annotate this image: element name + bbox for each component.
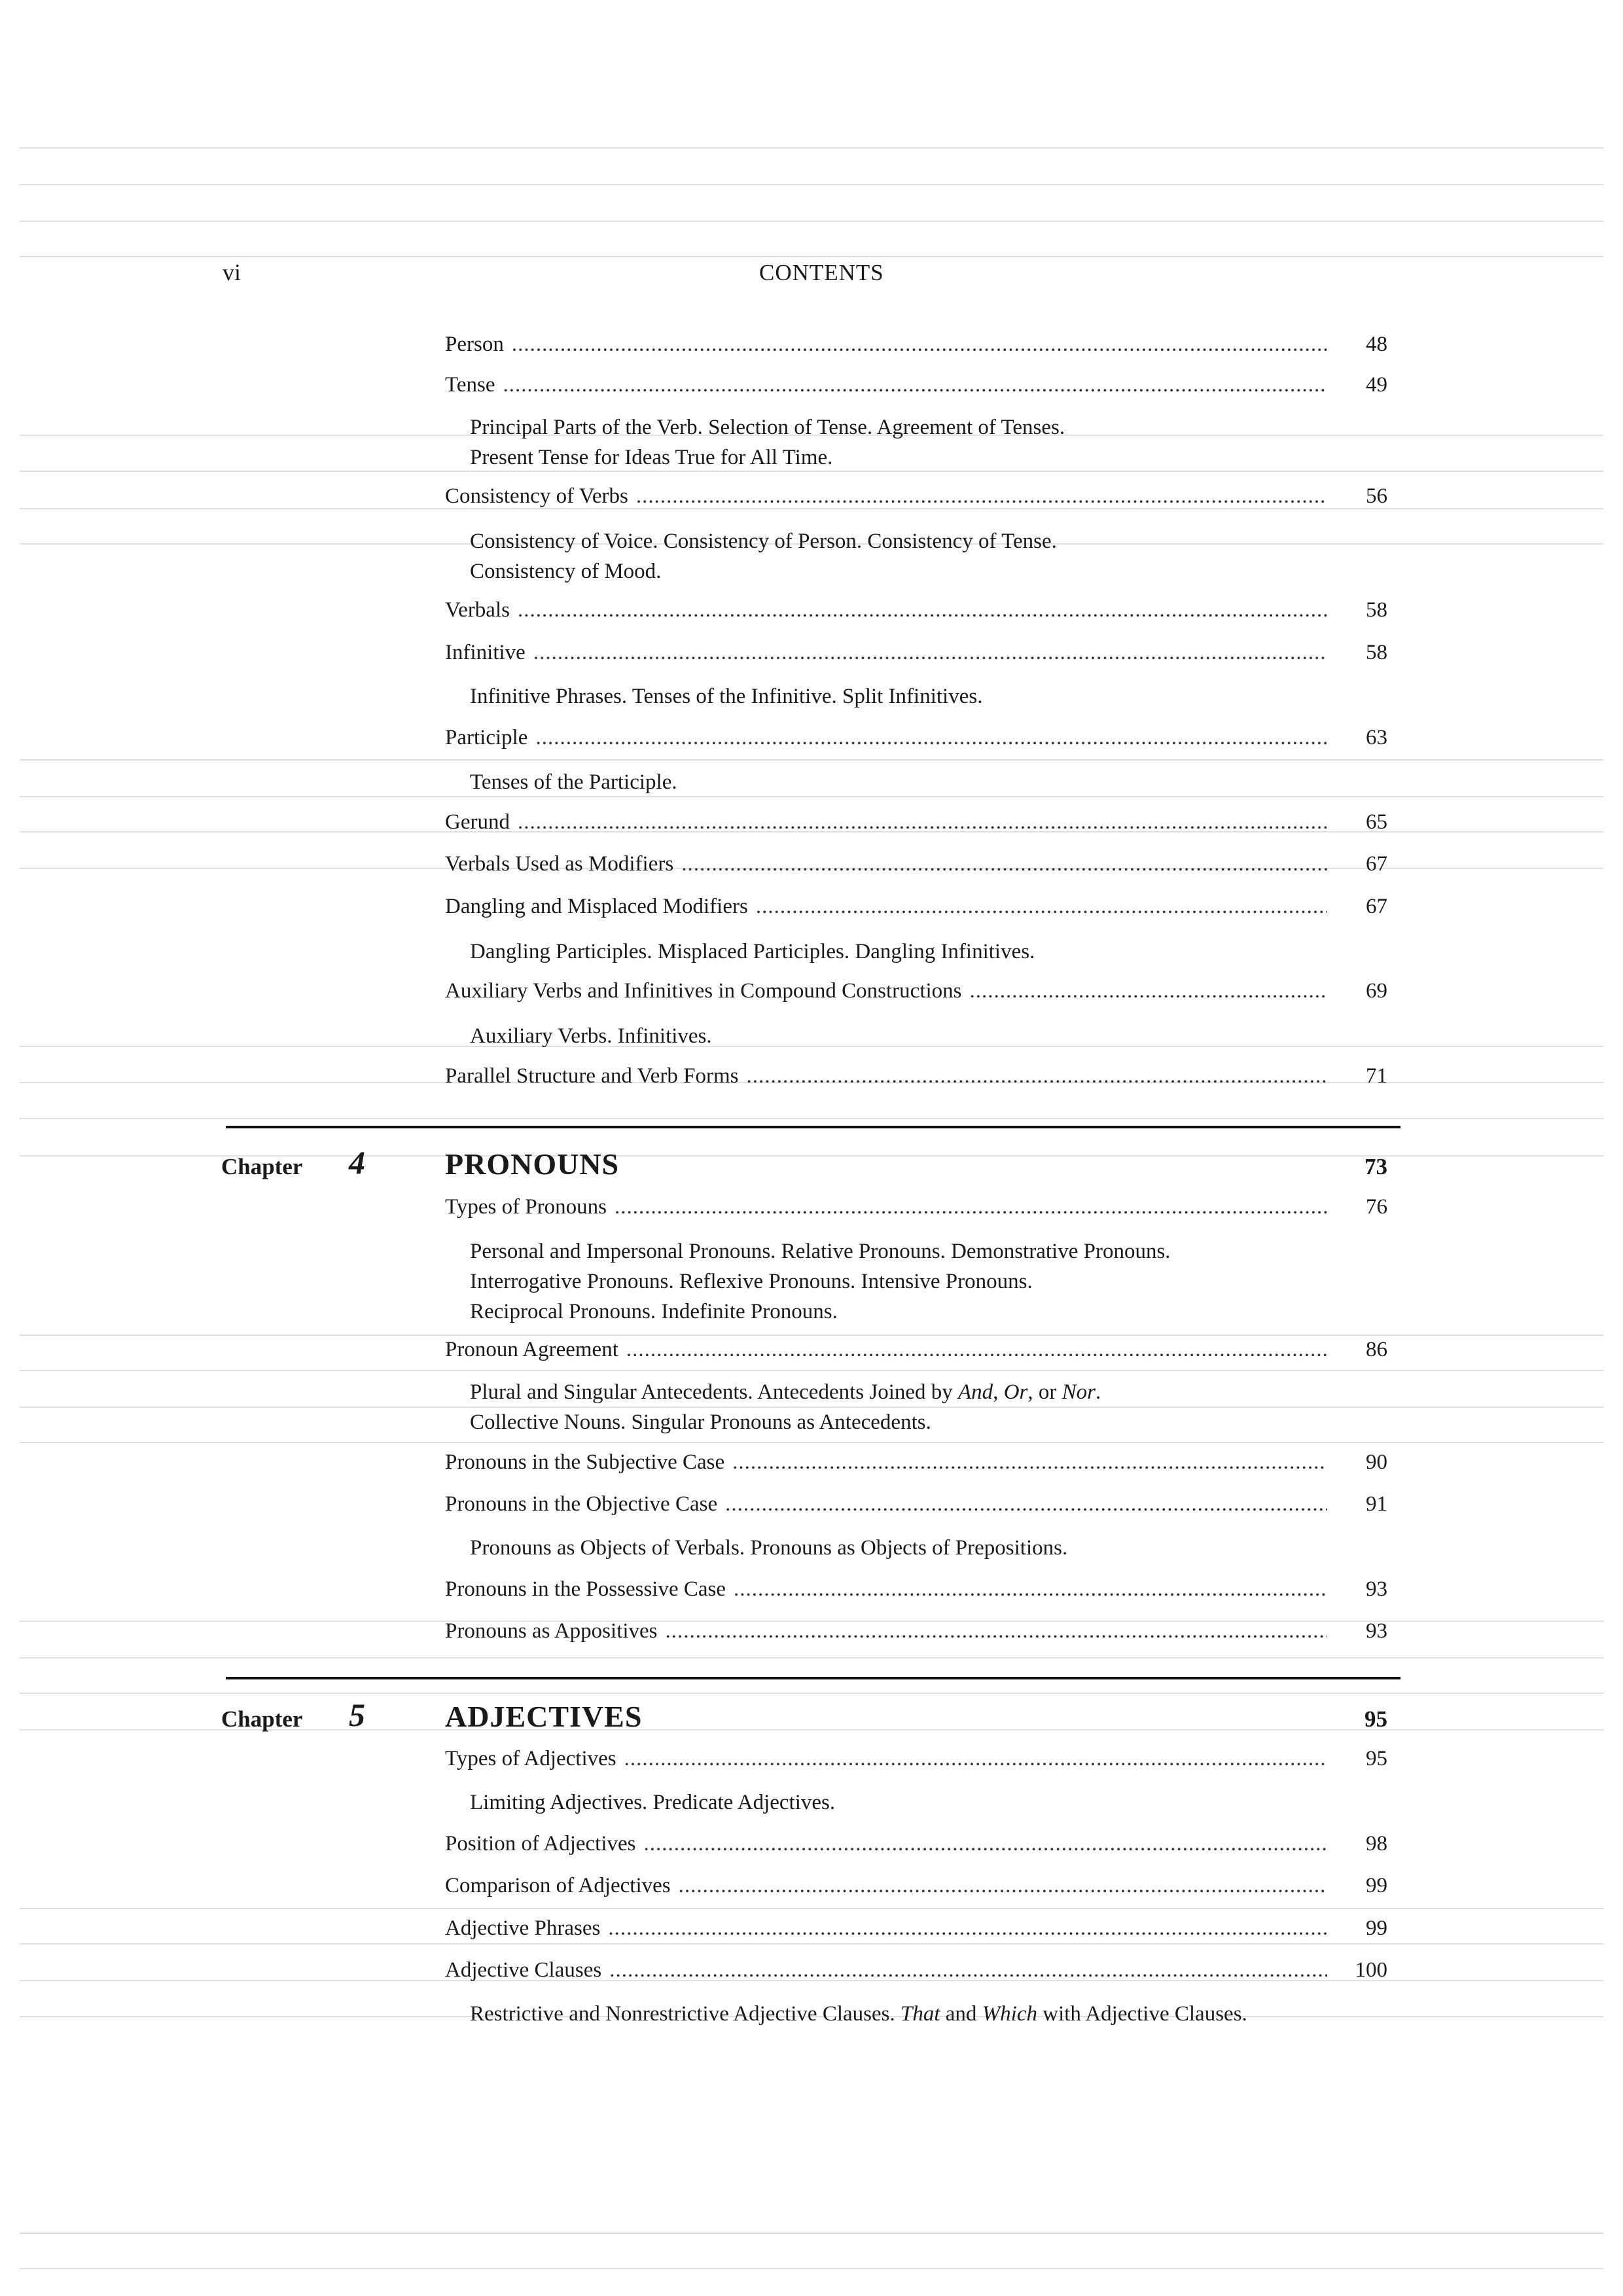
entry-title: Types of Pronouns (445, 1195, 607, 1219)
guide-line (20, 2233, 1603, 2234)
entry-title: Tense (445, 373, 495, 397)
entry-title: Pronouns in the Subjective Case (445, 1450, 725, 1474)
guide-line (20, 1370, 1603, 1371)
entry-page: 58 (1366, 641, 1387, 664)
guide-line (20, 147, 1603, 149)
entry-page: 67 (1366, 852, 1387, 876)
subentry-line: Dangling Participles. Misplaced Participles. Dangling Infinitives. (470, 940, 1035, 963)
entry-page: 49 (1366, 373, 1387, 397)
chapter-title[interactable]: ADJECTIVES (445, 1700, 643, 1733)
entry-page: 99 (1366, 1916, 1387, 1940)
guide-line (20, 256, 1603, 257)
chapter-page: 95 (1364, 1706, 1387, 1732)
guide-line (20, 2268, 1603, 2269)
entry-title: Dangling and Misplaced Modifiers (445, 895, 748, 918)
subentry-line: Personal and Impersonal Pronouns. Relative Pronouns. Demonstrative Pronouns. (470, 1240, 1171, 1263)
toc-subentry-tense (470, 412, 1386, 473)
leader-dots (626, 1338, 1327, 1362)
leader-dots (615, 1195, 1327, 1219)
running-head: CONTENTS (759, 260, 884, 285)
subentry-line: Reciprocal Pronouns. Indefinite Pronouns. (470, 1300, 838, 1323)
guide-line (20, 759, 1603, 761)
leader-dots (746, 1064, 1327, 1088)
leader-dots (734, 1577, 1327, 1602)
subentry-line: Plural and Singular Antecedents. Antecedents Joined by And, Or, or Nor. (470, 1380, 1101, 1404)
toc-subentry-types-of-adjectives (470, 1787, 1386, 1818)
subentry-line: Consistency of Voice. Consistency of Person. Consistency of Tense. (470, 529, 1057, 553)
toc-entry-adjective-phrases[interactable] (445, 1916, 1387, 1941)
guide-line (20, 1657, 1603, 1659)
toc-subentry-objective-case (470, 1533, 1386, 1563)
toc-entry-pronoun-agreement[interactable] (445, 1338, 1387, 1362)
leader-dots (756, 895, 1327, 919)
subentry-line: Present Tense for Ideas True for All Time. (470, 446, 833, 469)
chapter-label: Chapter (221, 1706, 303, 1732)
subentry-line: Auxiliary Verbs. Infinitives. (470, 1024, 712, 1048)
toc-entry-consistency-of-verbs[interactable] (445, 484, 1387, 509)
entry-page: 58 (1366, 598, 1387, 622)
toc-entry-verbals[interactable] (445, 598, 1387, 622)
toc-entry-types-of-pronouns[interactable] (445, 1195, 1387, 1219)
leader-dots (725, 1492, 1327, 1516)
entry-page: 48 (1366, 332, 1387, 356)
leader-dots (681, 852, 1327, 876)
entry-title: Pronoun Agreement (445, 1338, 618, 1361)
leader-dots (533, 641, 1327, 665)
chapter-number: 4 (349, 1144, 365, 1181)
toc-entry-infinitive[interactable] (445, 641, 1387, 665)
leader-dots (608, 1916, 1327, 1941)
entry-title: Parallel Structure and Verb Forms (445, 1064, 739, 1088)
toc-subentry-participle (470, 767, 1386, 797)
leader-dots (666, 1619, 1327, 1643)
entry-title: Pronouns as Appositives (445, 1619, 658, 1643)
toc-subentry-types-of-pronouns (470, 1236, 1386, 1327)
guide-line (20, 184, 1603, 185)
toc-subentry-dangling (470, 937, 1386, 967)
page-number: vi (223, 259, 241, 285)
chapter-number: 5 (349, 1696, 365, 1733)
entry-title: Adjective Clauses (445, 1958, 602, 1982)
entry-title: Consistency of Verbs (445, 484, 628, 508)
toc-entry-objective-case[interactable] (445, 1492, 1387, 1516)
chapter-divider (226, 1126, 1400, 1128)
entry-title: Auxiliary Verbs and Infinitives in Compound Constructions (445, 979, 962, 1003)
leader-dots (503, 373, 1328, 397)
subentry-line: Limiting Adjectives. Predicate Adjectives. (470, 1791, 836, 1814)
subentry-line: Pronouns as Objects of Verbals. Pronouns as Objects of Prepositions. (470, 1536, 1068, 1560)
entry-page: 67 (1366, 895, 1387, 918)
toc-entry-tense[interactable] (445, 373, 1387, 397)
chapter-label: Chapter (221, 1154, 303, 1179)
leader-dots (636, 484, 1327, 509)
guide-line (20, 1335, 1603, 1336)
entry-title: Gerund (445, 810, 510, 834)
entry-page: 100 (1355, 1958, 1387, 1982)
guide-line (20, 1908, 1603, 1909)
entry-title: Person (445, 332, 504, 356)
entry-page: 93 (1366, 1619, 1387, 1643)
toc-entry-participle[interactable] (445, 726, 1387, 750)
leader-dots (732, 1450, 1327, 1475)
subentry-line: Infinitive Phrases. Tenses of the Infinitive. Split Infinitives. (470, 685, 983, 708)
entry-title: Position of Adjectives (445, 1832, 636, 1856)
toc-subentry-infinitive (470, 681, 1386, 711)
entry-title: Pronouns in the Objective Case (445, 1492, 718, 1516)
toc-entry-comparison-of-adjectives[interactable] (445, 1874, 1387, 1898)
entry-page: 69 (1366, 979, 1387, 1003)
entry-page: 56 (1366, 484, 1387, 508)
entry-title: Pronouns in the Possessive Case (445, 1577, 726, 1601)
toc-subentry-auxiliary (470, 1021, 1386, 1051)
entry-page: 99 (1366, 1874, 1387, 1897)
toc-subentry-adjective-clauses (470, 1999, 1386, 2029)
leader-dots (518, 810, 1327, 834)
entry-title: Adjective Phrases (445, 1916, 601, 1940)
toc-entry-verbals-as-modifiers[interactable] (445, 852, 1387, 876)
toc-entry-possessive-case[interactable] (445, 1577, 1387, 1602)
entry-title: Comparison of Adjectives (445, 1874, 671, 1897)
entry-page: 71 (1366, 1064, 1387, 1088)
toc-entry-auxiliary-verbs[interactable] (445, 979, 1387, 1003)
subentry-line: Consistency of Mood. (470, 560, 662, 583)
toc-entry-subjective-case[interactable] (445, 1450, 1387, 1475)
toc-subentry-pronoun-agreement (470, 1377, 1386, 1437)
chapter-page: 73 (1364, 1154, 1387, 1179)
toc-entry-parallel-structure[interactable] (445, 1064, 1387, 1088)
entry-page: 76 (1366, 1195, 1387, 1219)
toc-subentry-consistency (470, 526, 1386, 586)
entry-page: 95 (1366, 1747, 1387, 1770)
subentry-line: Collective Nouns. Singular Pronouns as Antecedents. (470, 1410, 931, 1434)
chapter-divider (226, 1677, 1400, 1679)
entry-title: Types of Adjectives (445, 1747, 616, 1770)
entry-page: 91 (1366, 1492, 1387, 1516)
chapter-title[interactable]: PRONOUNS (445, 1147, 620, 1181)
toc-entry-position-of-adjectives[interactable] (445, 1832, 1387, 1856)
subentry-line: Principal Parts of the Verb. Selection of Tense. Agreement of Tenses. (470, 416, 1065, 439)
entry-page: 63 (1366, 726, 1387, 749)
guide-line (20, 221, 1603, 222)
entry-page: 65 (1366, 810, 1387, 834)
entry-page: 90 (1366, 1450, 1387, 1474)
subentry-line: Restrictive and Nonrestrictive Adjective Clauses. That and Which with Adjective Clauses. (470, 2002, 1247, 2026)
entry-page: 98 (1366, 1832, 1387, 1856)
subentry-line: Tenses of the Participle. (470, 770, 677, 794)
entry-page: 93 (1366, 1577, 1387, 1601)
toc-entry-appositives[interactable] (445, 1619, 1387, 1643)
entry-title: Verbals Used as Modifiers (445, 852, 674, 876)
guide-line (20, 1118, 1603, 1119)
entry-title: Verbals (445, 598, 510, 622)
leader-dots (535, 726, 1327, 750)
toc-entry-adjective-clauses[interactable] (445, 1958, 1387, 1982)
toc-entry-gerund[interactable] (445, 810, 1387, 834)
leader-dots (624, 1747, 1327, 1771)
toc-entry-person[interactable] (445, 332, 1387, 357)
guide-line (20, 1442, 1603, 1443)
leader-dots (644, 1832, 1328, 1856)
entry-title: Infinitive (445, 641, 526, 664)
entry-title: Participle (445, 726, 528, 749)
leader-dots (609, 1958, 1327, 1982)
entry-page: 86 (1366, 1338, 1387, 1361)
subentry-line: Interrogative Pronouns. Reflexive Pronouns. Intensive Pronouns. (470, 1270, 1033, 1293)
guide-line (20, 1943, 1603, 1945)
toc-entry-dangling-modifiers[interactable] (445, 895, 1387, 919)
toc-entry-types-of-adjectives[interactable] (445, 1747, 1387, 1771)
leader-dots (512, 332, 1327, 357)
leader-dots (679, 1874, 1327, 1898)
leader-dots (518, 598, 1327, 622)
guide-line (20, 1693, 1603, 1694)
leader-dots (970, 979, 1327, 1003)
